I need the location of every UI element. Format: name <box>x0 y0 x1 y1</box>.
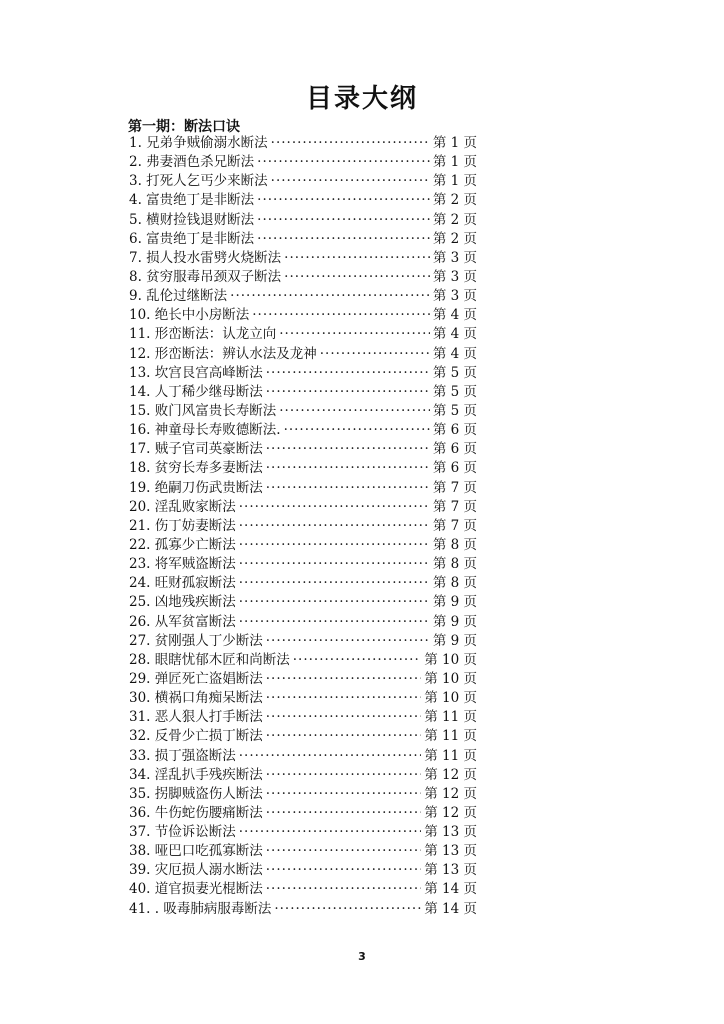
toc-entry-title: 30. 横祸口角痴呆断法 <box>129 690 263 707</box>
dot-leader <box>252 306 430 325</box>
toc-entry-page: 第 2 页 <box>432 230 477 247</box>
toc-entry-page: 第 9 页 <box>432 613 477 630</box>
toc-entry-page: 第 4 页 <box>432 345 477 362</box>
page-number: 3 <box>358 950 366 963</box>
toc-entry-title: 14. 人丁稀少继母断法 <box>129 383 263 400</box>
toc-entry-page: 第 10 页 <box>424 690 477 707</box>
toc-entry[interactable] <box>129 900 477 919</box>
toc-entry-page: 第 5 页 <box>432 383 477 400</box>
dot-leader <box>266 880 421 899</box>
dot-leader <box>266 842 421 861</box>
toc-entry[interactable] <box>129 268 477 287</box>
toc-entry-page: 第 8 页 <box>432 575 477 592</box>
dot-leader <box>257 230 430 249</box>
toc-entry-title: 26. 从军贫富断法 <box>129 613 236 630</box>
toc-entry-title: 12. 形峦断法：辨认水法及龙神 <box>129 345 317 362</box>
toc-entry[interactable] <box>129 421 477 440</box>
toc-entry[interactable] <box>129 364 477 383</box>
toc-entry[interactable] <box>129 823 477 842</box>
toc-entry-page: 第 2 页 <box>432 211 477 228</box>
toc-entry[interactable] <box>129 306 477 325</box>
toc-entry-page: 第 4 页 <box>432 326 477 343</box>
toc-entry-title: 24. 旺财孤寂断法 <box>129 575 236 592</box>
page-title: 目录大纲 <box>305 84 418 114</box>
toc-entry[interactable] <box>129 593 477 612</box>
toc-entry[interactable] <box>129 536 477 555</box>
toc-entry-page: 第 13 页 <box>424 862 477 879</box>
toc-entry[interactable] <box>129 880 477 899</box>
toc-entry-page: 第 11 页 <box>424 747 477 764</box>
toc-entry-page: 第 11 页 <box>424 709 477 726</box>
toc-entry[interactable] <box>129 172 477 191</box>
toc-entry-title: 1. 兄弟争贼偷溺水断法 <box>129 135 268 151</box>
table-of-contents <box>129 134 477 919</box>
dot-leader <box>266 364 430 383</box>
dot-leader <box>239 517 430 536</box>
toc-entry[interactable] <box>129 230 477 249</box>
toc-entry-page: 第 9 页 <box>432 594 477 611</box>
toc-entry-title: 40. 道官损妻光棍断法 <box>129 881 263 898</box>
toc-entry[interactable] <box>129 191 477 210</box>
dot-leader <box>266 689 421 708</box>
toc-entry[interactable] <box>129 785 477 804</box>
toc-entry-page: 第 14 页 <box>424 881 477 898</box>
toc-entry-page: 第 8 页 <box>432 536 477 553</box>
dot-leader <box>266 440 430 459</box>
toc-entry[interactable] <box>129 747 477 766</box>
dot-leader <box>284 421 430 440</box>
toc-entry[interactable] <box>129 345 477 364</box>
toc-entry-page: 第 11 页 <box>424 728 477 745</box>
toc-entry-title: 11. 形峦断法：认龙立向 <box>129 326 277 343</box>
toc-entry-title: 28. 眼瞎忧郁木匠和尚断法 <box>129 651 290 668</box>
toc-entry-title: 38. 哑巴口吃孤寡断法 <box>129 843 263 860</box>
toc-entry-page: 第 7 页 <box>432 498 477 515</box>
toc-entry[interactable] <box>129 402 477 421</box>
toc-entry-page: 第 6 页 <box>432 441 477 458</box>
toc-entry-page: 第 3 页 <box>432 249 477 266</box>
toc-entry[interactable] <box>129 689 477 708</box>
toc-entry[interactable] <box>129 211 477 230</box>
toc-entry-title: 39. 灾厄损人溺水断法 <box>129 862 263 879</box>
toc-entry-title: 36. 牛伤蛇伤腰痛断法 <box>129 804 263 821</box>
toc-entry-page: 第 1 页 <box>432 154 477 171</box>
toc-entry-page: 第 3 页 <box>432 268 477 285</box>
toc-entry-page: 第 12 页 <box>424 766 477 783</box>
dot-leader <box>239 593 430 612</box>
toc-entry[interactable] <box>129 249 477 268</box>
toc-entry[interactable] <box>129 574 477 593</box>
toc-entry[interactable] <box>129 613 477 632</box>
toc-entry-page: 第 6 页 <box>432 422 477 439</box>
toc-entry-title: 13. 坎宫艮宫高峰断法 <box>129 364 263 381</box>
toc-entry-page: 第 13 页 <box>424 843 477 860</box>
toc-entry[interactable] <box>129 479 477 498</box>
toc-entry[interactable] <box>129 670 477 689</box>
toc-entry[interactable] <box>129 325 477 344</box>
dot-leader <box>239 747 421 766</box>
section-heading: 第一期：断法口诀 <box>128 119 240 135</box>
toc-entry-title: 18. 贫穷长寿多妻断法 <box>129 460 263 477</box>
dot-leader <box>257 191 430 210</box>
dot-leader <box>266 861 421 880</box>
toc-entry-title: 15. 败门风富贵长寿断法 <box>129 402 277 419</box>
toc-entry[interactable] <box>129 804 477 823</box>
dot-leader <box>266 670 421 689</box>
toc-entry-title: 34. 淫乱扒手残疾断法 <box>129 766 263 783</box>
dot-leader <box>266 785 421 804</box>
toc-entry-page: 第 7 页 <box>432 517 477 534</box>
dot-leader <box>284 268 430 287</box>
dot-leader <box>266 632 430 651</box>
dot-leader <box>266 804 421 823</box>
toc-entry-title: 31. 恶人狠人打手断法 <box>129 709 263 726</box>
toc-entry-page: 第 6 页 <box>432 460 477 477</box>
toc-entry-title: 29. 弹匠死亡盗娼断法 <box>129 670 263 687</box>
dot-leader <box>266 708 421 727</box>
toc-entry-title: 22. 孤寡少亡断法 <box>129 536 236 553</box>
dot-leader <box>230 287 430 306</box>
dot-leader <box>266 383 430 402</box>
toc-entry[interactable] <box>129 517 477 536</box>
toc-entry-title: 25. 凶地残疾断法 <box>129 594 236 611</box>
toc-entry[interactable] <box>129 555 477 574</box>
toc-entry[interactable] <box>129 153 477 172</box>
dot-leader <box>257 153 430 172</box>
toc-entry-title: 7. 损人投水雷劈火烧断法 <box>129 249 282 266</box>
toc-entry-page: 第 5 页 <box>432 364 477 381</box>
toc-entry-title: 3. 打死人乞丐少来断法 <box>129 173 268 190</box>
dot-leader <box>239 823 421 842</box>
toc-entry-title: 5. 横财捡钱退财断法 <box>129 211 255 228</box>
dot-leader <box>271 134 430 153</box>
dot-leader <box>274 900 421 919</box>
dot-leader <box>239 555 430 574</box>
toc-entry[interactable] <box>129 708 477 727</box>
dot-leader <box>239 536 430 555</box>
toc-entry-title: 37. 节俭诉讼断法 <box>129 824 236 841</box>
toc-entry-title: 23. 将军贼盗断法 <box>129 556 236 573</box>
toc-entry-title: 20. 淫乱败家断法 <box>129 498 236 515</box>
dot-leader <box>284 249 430 268</box>
toc-entry[interactable] <box>129 498 477 517</box>
toc-entry-page: 第 2 页 <box>432 192 477 209</box>
toc-entry[interactable] <box>129 440 477 459</box>
toc-entry-page: 第 12 页 <box>424 785 477 802</box>
toc-entry[interactable] <box>129 861 477 880</box>
dot-leader <box>239 574 430 593</box>
toc-entry-title: 33. 损丁强盗断法 <box>129 747 236 764</box>
toc-entry[interactable] <box>129 766 477 785</box>
toc-entry[interactable] <box>129 842 477 861</box>
dot-leader <box>257 211 430 230</box>
toc-entry-title: 6. 富贵绝丁是非断法 <box>129 230 255 247</box>
toc-entry-title: 17. 贼子官司英豪断法 <box>129 441 263 458</box>
toc-entry[interactable] <box>129 632 477 651</box>
toc-entry[interactable] <box>129 383 477 402</box>
toc-entry-page: 第 4 页 <box>432 307 477 324</box>
toc-entry-title: 27. 贫刚强人丁少断法 <box>129 632 263 649</box>
dot-leader <box>239 498 430 517</box>
toc-entry-title: 16. 神童母长寿败德断法. <box>129 422 281 439</box>
toc-entry-page: 第 12 页 <box>424 804 477 821</box>
dot-leader <box>266 766 421 785</box>
dot-leader <box>279 402 430 421</box>
toc-entry-page: 第 14 页 <box>424 900 477 917</box>
toc-entry-title: 9. 乱伦过继断法 <box>129 288 228 305</box>
toc-entry-page: 第 1 页 <box>432 173 477 190</box>
toc-entry-title: 41. . 吸毒肺病服毒断法 <box>129 900 272 917</box>
toc-entry-title: 4. 富贵绝丁是非断法 <box>129 192 255 209</box>
toc-entry-title: 21. 伤丁妨妻断法 <box>129 517 236 534</box>
toc-entry[interactable] <box>129 651 477 670</box>
toc-entry-title: 32. 反骨少亡损丁断法 <box>129 728 263 745</box>
toc-entry-title: 2. 弗妻酒色杀兄断法 <box>129 154 255 171</box>
toc-entry[interactable] <box>129 287 477 306</box>
toc-entry-title: 8. 贫穷服毒吊颈双子断法 <box>129 268 282 285</box>
dot-leader <box>293 651 421 670</box>
toc-entry-title: 19. 绝嗣刀伤武贵断法 <box>129 479 263 496</box>
dot-leader <box>239 613 430 632</box>
toc-entry-page: 第 1 页 <box>432 135 477 151</box>
toc-entry-title: 35. 拐脚贼盗伤人断法 <box>129 785 263 802</box>
toc-entry[interactable] <box>129 459 477 478</box>
toc-entry-page: 第 10 页 <box>424 670 477 687</box>
dot-leader <box>266 727 421 746</box>
dot-leader <box>279 325 430 344</box>
dot-leader <box>266 479 430 498</box>
dot-leader <box>271 172 430 191</box>
toc-entry[interactable] <box>129 134 477 153</box>
toc-entry-page: 第 10 页 <box>424 651 477 668</box>
toc-entry-title: 10. 绝长中小房断法 <box>129 307 250 324</box>
toc-entry-page: 第 13 页 <box>424 824 477 841</box>
toc-entry[interactable] <box>129 727 477 746</box>
dot-leader <box>320 345 430 364</box>
toc-entry-page: 第 8 页 <box>432 556 477 573</box>
toc-entry-page: 第 9 页 <box>432 632 477 649</box>
dot-leader <box>266 459 430 478</box>
toc-entry-page: 第 5 页 <box>432 402 477 419</box>
toc-entry-page: 第 3 页 <box>432 288 477 305</box>
toc-entry-page: 第 7 页 <box>432 479 477 496</box>
